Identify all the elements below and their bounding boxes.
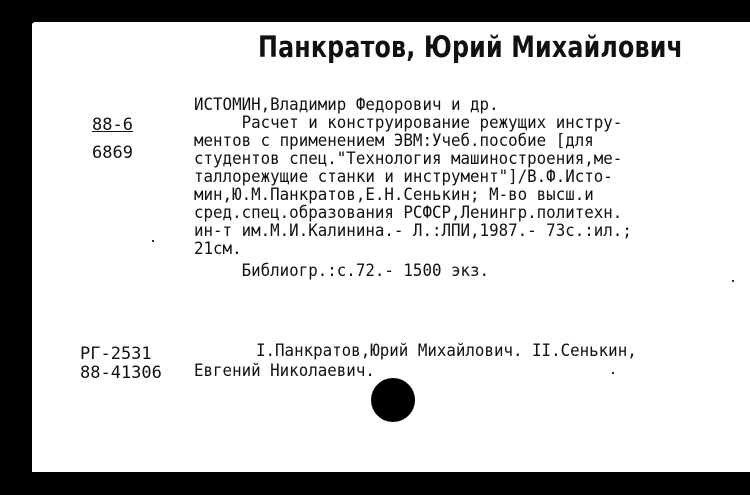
tracings-line: I.Панкратов,Юрий Михайлович. II.Сенькин, — [256, 341, 637, 361]
description-line: Расчет и конструирование режущих инстру- — [194, 113, 623, 133]
shelf-code: РГ-2531 — [80, 344, 152, 364]
description-line: ментов с применением ЭВМ:Учеб.пособие [для — [194, 131, 594, 151]
call-number: 88-6 — [92, 115, 133, 135]
scan-speck — [612, 372, 614, 374]
description-line: ИСТОМИН,Владимир Федорович и др. — [194, 95, 499, 115]
scan-border — [0, 472, 750, 495]
tracings-line: Евгений Николаевич. — [194, 361, 375, 381]
description-line: мин,Ю.М.Панкратов,Е.Н.Сенькин; М-во высш.и — [194, 185, 594, 205]
description-line: ин-т им.М.И.Калинина.- Л.:ЛПИ,1987.- 73с.:ил.; — [194, 221, 632, 241]
description-line: студентов спец."Технология машиностроения,ме- — [194, 149, 623, 169]
catalog-card — [32, 22, 750, 472]
scan-speck — [732, 280, 734, 282]
handwritten-name: Панкратов, Юрий Михайлович — [258, 30, 684, 64]
description-line: сред.спец.образования РСФСР,Ленингр.политехн. — [194, 203, 623, 223]
inventory-number: 6869 — [92, 143, 133, 163]
description-line: таллорежущие станки и инструмент"]/В.Ф.Исто- — [194, 167, 613, 187]
shelf-code: 88-41306 — [80, 363, 162, 383]
description-line: Библиогр.:с.72.- 1500 экз. — [194, 261, 490, 281]
punch-hole — [371, 378, 415, 422]
scan-speck — [152, 240, 154, 242]
description-line: 21см. — [194, 239, 242, 259]
